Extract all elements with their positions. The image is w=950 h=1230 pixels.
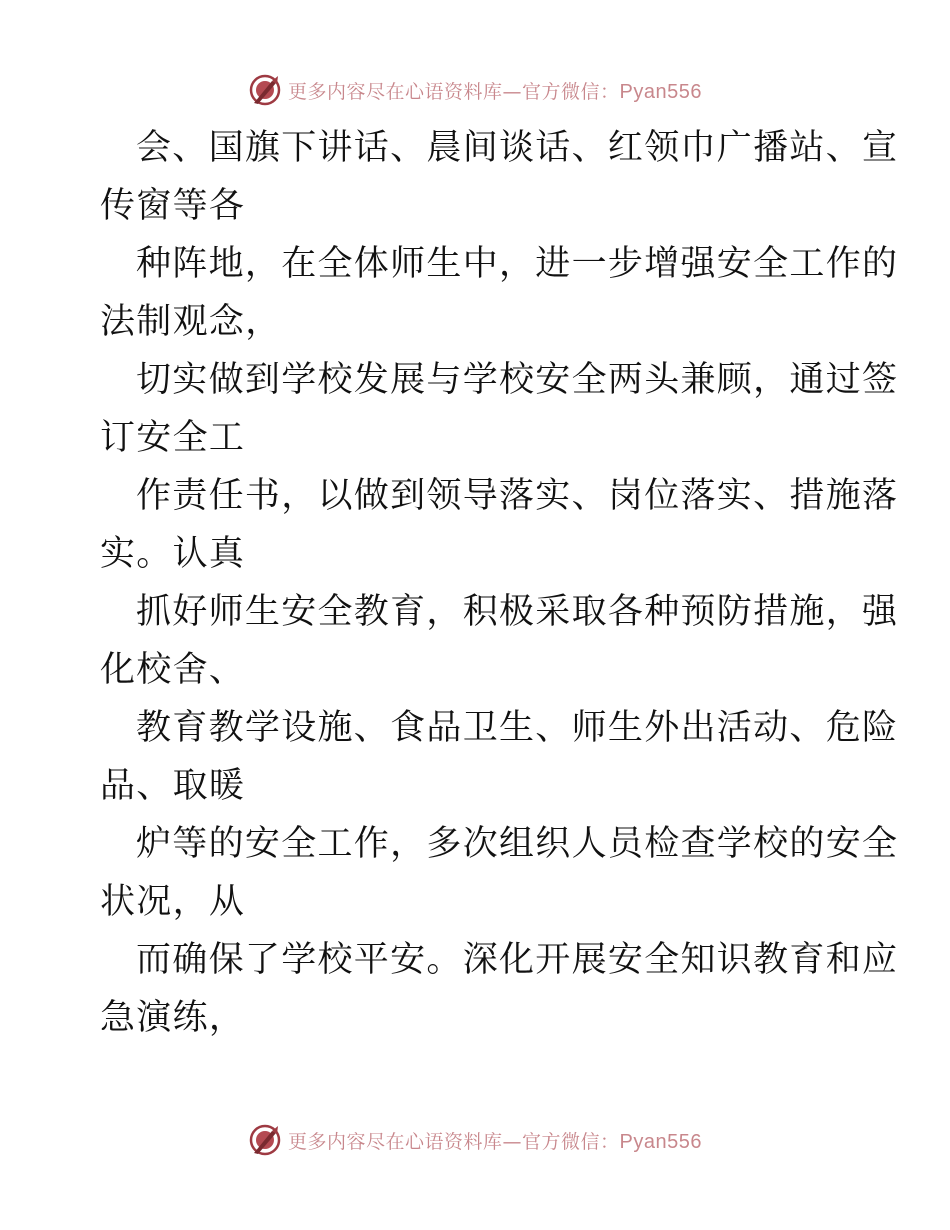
paragraph-4-continuation: 实。认真 [100, 534, 246, 574]
paragraph-1-first-line: 会、国旗下讲话、晨间谈话、红领巾广播站、宣 [136, 128, 899, 168]
banner-text-cn: 更多内容尽在心语资料库—官方微信： [288, 1130, 620, 1153]
footer-banner [0, 1120, 950, 1160]
paragraph-1-continuation: 传窗等各 [100, 186, 246, 226]
paragraph-7-continuation: 状况，从 [100, 882, 246, 922]
paragraph-7-first-line: 炉等的安全工作，多次组织人员检查学校的安全 [136, 824, 899, 864]
paragraph-6-first-line: 教育教学设施、食品卫生、师生外出活动、危险 [136, 708, 899, 748]
paragraph-8-first-line: 而确保了学校平安。深化开展安全知识教育和应 [136, 940, 899, 980]
paragraph-6-continuation: 品、取暖 [100, 766, 246, 806]
quill-pen-seal-icon [248, 1123, 282, 1157]
paragraph-5-continuation: 化校舍、 [100, 650, 246, 690]
paragraph-4-first-line: 作责任书，以做到领导落实、岗位落实、措施落 [136, 476, 899, 516]
paragraph-3-first-line: 切实做到学校发展与学校安全两头兼顾，通过签 [136, 360, 899, 400]
paragraph-8-continuation: 急演练， [100, 998, 246, 1038]
banner-wechat-id: Pyan556 [619, 1130, 702, 1153]
paragraph-2-continuation: 法制观念， [100, 302, 282, 342]
paragraph-2-first-line: 种阵地，在全体师生中，进一步增强安全工作的 [136, 244, 899, 284]
paragraph-5-first-line: 抓好师生安全教育，积极采取各种预防措施，强 [136, 592, 899, 632]
paragraph-3-continuation: 订安全工 [100, 418, 246, 458]
banner-text [288, 1127, 702, 1154]
banner-text-cn: 更多内容尽在心语资料库—官方微信： [288, 80, 620, 103]
banner-wechat-id: Pyan556 [619, 80, 702, 103]
